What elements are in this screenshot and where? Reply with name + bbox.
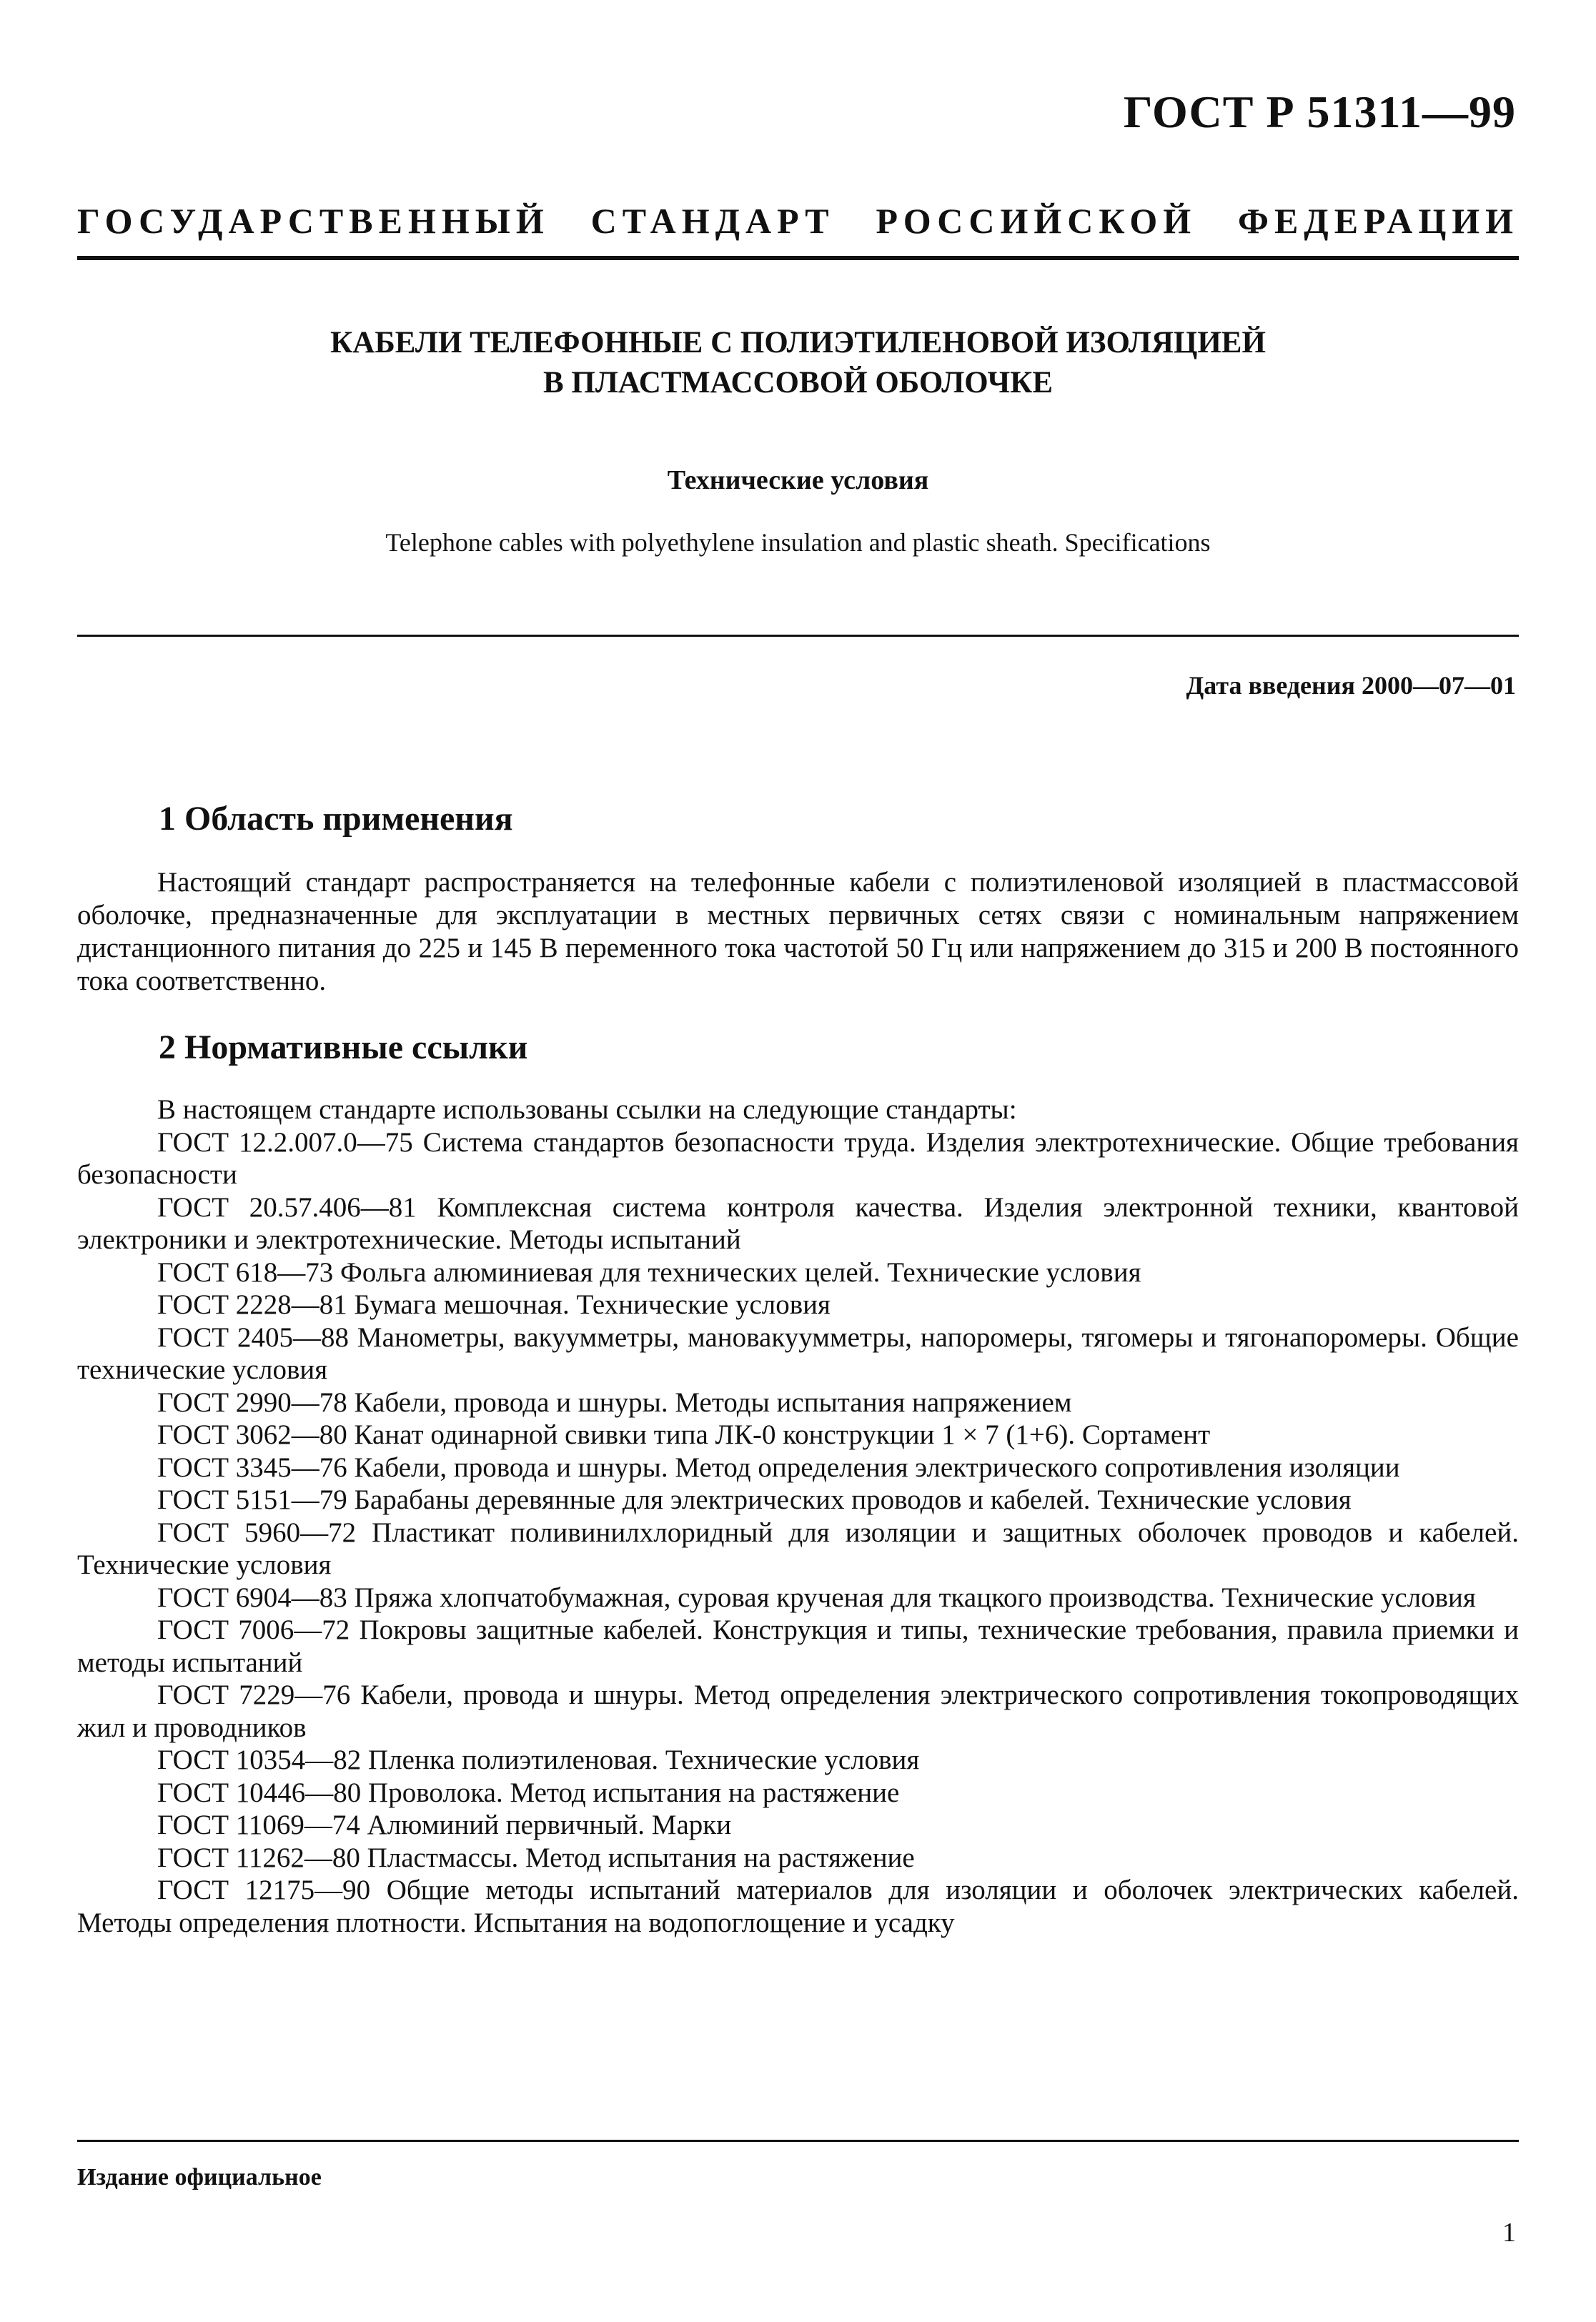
reference-item: ГОСТ 3345—76 Кабели, провода и шнуры. Метод определения электрического сопротивления изоляции <box>157 1452 1400 1483</box>
reference-item: ГОСТ 618—73 Фольга алюминиевая для технических целей. Технические условия <box>157 1256 1141 1288</box>
reference-item: ГОСТ 5151—79 Барабаны деревянные для электрических проводов и кабелей. Технические условия <box>157 1484 1352 1515</box>
reference-item: ГОСТ 10446—80 Проволока. Метод испытания на растяжение <box>157 1777 900 1808</box>
title-line-1: КАБЕЛИ ТЕЛЕФОННЫЕ С ПОЛИЭТИЛЕНОВОЙ ИЗОЛЯЦИЕЙ <box>330 326 1266 359</box>
title-rule <box>77 635 1519 637</box>
section-2-heading: 2 Нормативные ссылки <box>159 1028 528 1066</box>
reference-item: ГОСТ 2228—81 Бумага мешочная. Технические условия <box>157 1289 831 1320</box>
doc-code: ГОСТ Р 51311—99 <box>1123 86 1516 137</box>
reference-item: ГОСТ 6904—83 Пряжа хлопчатобумажная, суровая крученая для ткацкого производства. Технические условия <box>157 1582 1476 1613</box>
english-title: Telephone cables with polyethylene insulation and plastic sheath. Specifications <box>385 528 1211 557</box>
edition-note: Издание официальное <box>77 2164 322 2190</box>
reference-item: ГОСТ 11262—80 Пластмассы. Метод испытания на растяжение <box>157 1842 915 1873</box>
reference-item: ГОСТ 12175—90 Общие методы испытаний материалов для изоляции и оболочек электрических кабелей. Методы определения плотности. Испытания на водопоглощение и усадку <box>77 1875 1519 1938</box>
reference-item: ГОСТ 3062—80 Канат одинарной свивки типа ЛК-0 конструкции 1 × 7 (1+6). Сортамент <box>157 1419 1211 1450</box>
reference-item: ГОСТ 12.2.007.0—75 Система стандартов безопасности труда. Изделия электротехнические. Общие требования безопасности <box>77 1126 1519 1190</box>
section-1-text <box>77 866 1519 998</box>
state-standard-heading: ГОСУДАРСТВЕННЫЙ СТАНДАРТ РОССИЙСКОЙ ФЕДЕРАЦИИ <box>77 201 1519 241</box>
header-rule <box>77 256 1519 260</box>
section-1-heading: 1 Область применения <box>159 800 513 838</box>
reference-item: ГОСТ 2405—88 Манометры, вакуумметры, мановакуумметры, напоромеры, тягомеры и тягонапоромеры. Общие технические условия <box>77 1321 1519 1385</box>
reference-item: ГОСТ 2990—78 Кабели, провода и шнуры. Методы испытания напряжением <box>157 1386 1072 1418</box>
reference-item: ГОСТ 20.57.406—81 Комплексная система контроля качества. Изделия электронной техники, квантовой электроники и электротехнические. Методы испытаний <box>77 1191 1519 1255</box>
references-list <box>77 1093 1519 1939</box>
reference-item: ГОСТ 7229—76 Кабели, провода и шнуры. Метод определения электрического сопротивления токопроводящих жил и проводников <box>77 1680 1519 1743</box>
reference-item: ГОСТ 7006—72 Покровы защитные кабелей. Конструкция и типы, технические требования, правила приемки и методы испытаний <box>77 1614 1519 1678</box>
reference-item: ГОСТ 11069—74 Алюминий первичный. Марки <box>157 1810 732 1840</box>
footer-rule <box>77 2140 1519 2142</box>
document-title <box>77 323 1519 403</box>
document-subtitle: Технические условия <box>667 465 929 495</box>
reference-item: ГОСТ 10354—82 Пленка полиэтиленовая. Технические условия <box>157 1745 920 1775</box>
references-intro: В настоящем стандарте использованы ссылки на следующие стандарты: <box>157 1094 1017 1125</box>
date-of-introduction: Дата введения 2000—07—01 <box>1186 671 1516 700</box>
reference-item: ГОСТ 5960—72 Пластикат поливинилхлоридный для изоляции и защитных оболочек проводов и кабелей. Технические условия <box>77 1517 1519 1580</box>
section-1-paragraph: Настоящий стандарт распространяется на телефонные кабели с полиэтиленовой изоляцией в пластмассовой оболочке, предназначенные для эксплуатации в местных первичных сетях связи с номинальным напряжением дистанционного питания до 225 и 145 В переменного тока частотой 50 Гц или напряжением до 315 и 200 В постоянного тока соответственно. <box>77 867 1519 996</box>
title-line-2: В ПЛАСТМАССОВОЙ ОБОЛОЧКЕ <box>542 366 1054 400</box>
page-number: 1 <box>1502 2218 1516 2248</box>
